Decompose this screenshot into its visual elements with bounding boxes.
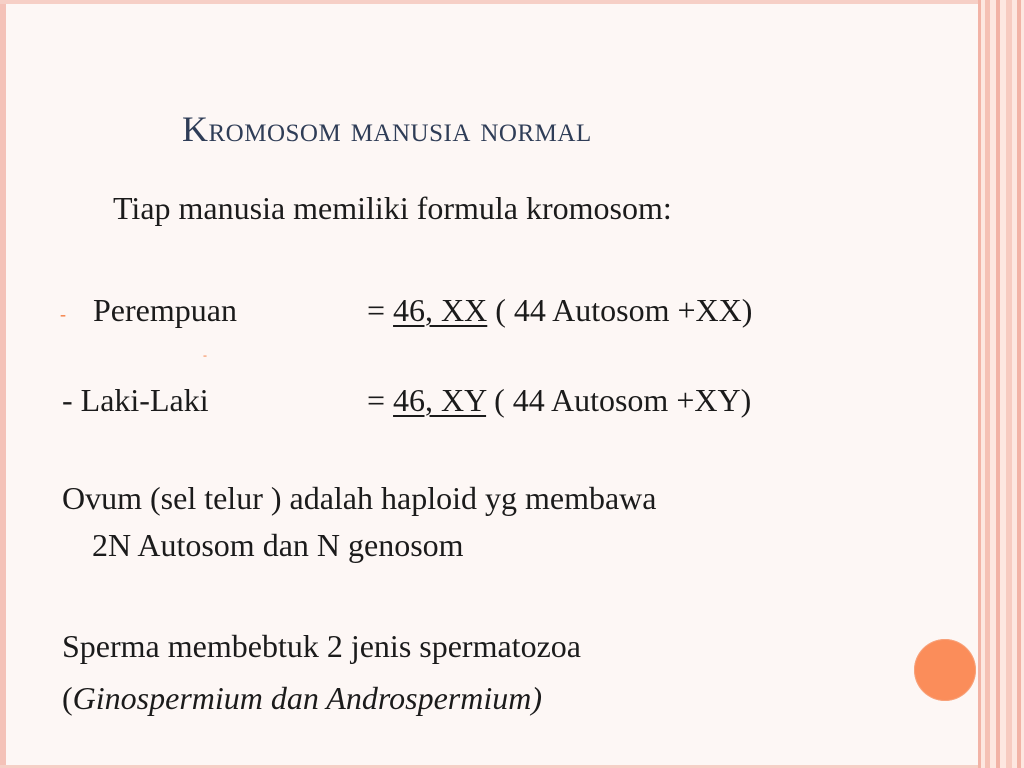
female-equals: = [367,292,394,328]
sperma-text-line-2 [62,682,542,714]
female-detail: ( 44 Autosom +XX) [487,292,753,328]
male-formula-line [367,382,751,419]
sperma-text-line-1: Sperma membebtuk 2 jenis spermatozoa [62,628,581,664]
male-equals: = [367,382,394,418]
male-formula: 46, XY [393,382,487,418]
frame-top-border [0,0,978,4]
sperma-open-paren: ( [62,680,73,716]
bullet-marker: - [60,304,66,324]
female-formula-line [367,292,752,329]
ovum-text-line-1: Ovum (sel telur ) adalah haploid yg membawa [62,480,657,516]
decorative-stripe [985,0,990,768]
male-detail: ( 44 Autosom +XY) [486,382,752,418]
decorative-stripe [996,0,1000,768]
female-formula: 46, XX [393,292,488,328]
decorative-stripe [1017,0,1021,768]
decorative-circle-icon [914,639,976,701]
stray-bullet-marker: - [203,348,207,362]
ovum-text-line-2: 2N Autosom dan N genosom [92,527,464,563]
decorative-stripe [1006,0,1012,768]
decorative-stripe [978,0,981,768]
slide-title: Kromosom manusia normal [182,109,592,149]
male-label: - Laki-Laki [62,382,209,418]
frame-left-border [0,0,6,768]
intro-text: Tiap manusia memiliki formula kromosom: [113,190,672,226]
female-label: Perempuan [93,292,237,328]
sperma-types-italic: Ginospermium dan Androspermium) [72,680,542,716]
